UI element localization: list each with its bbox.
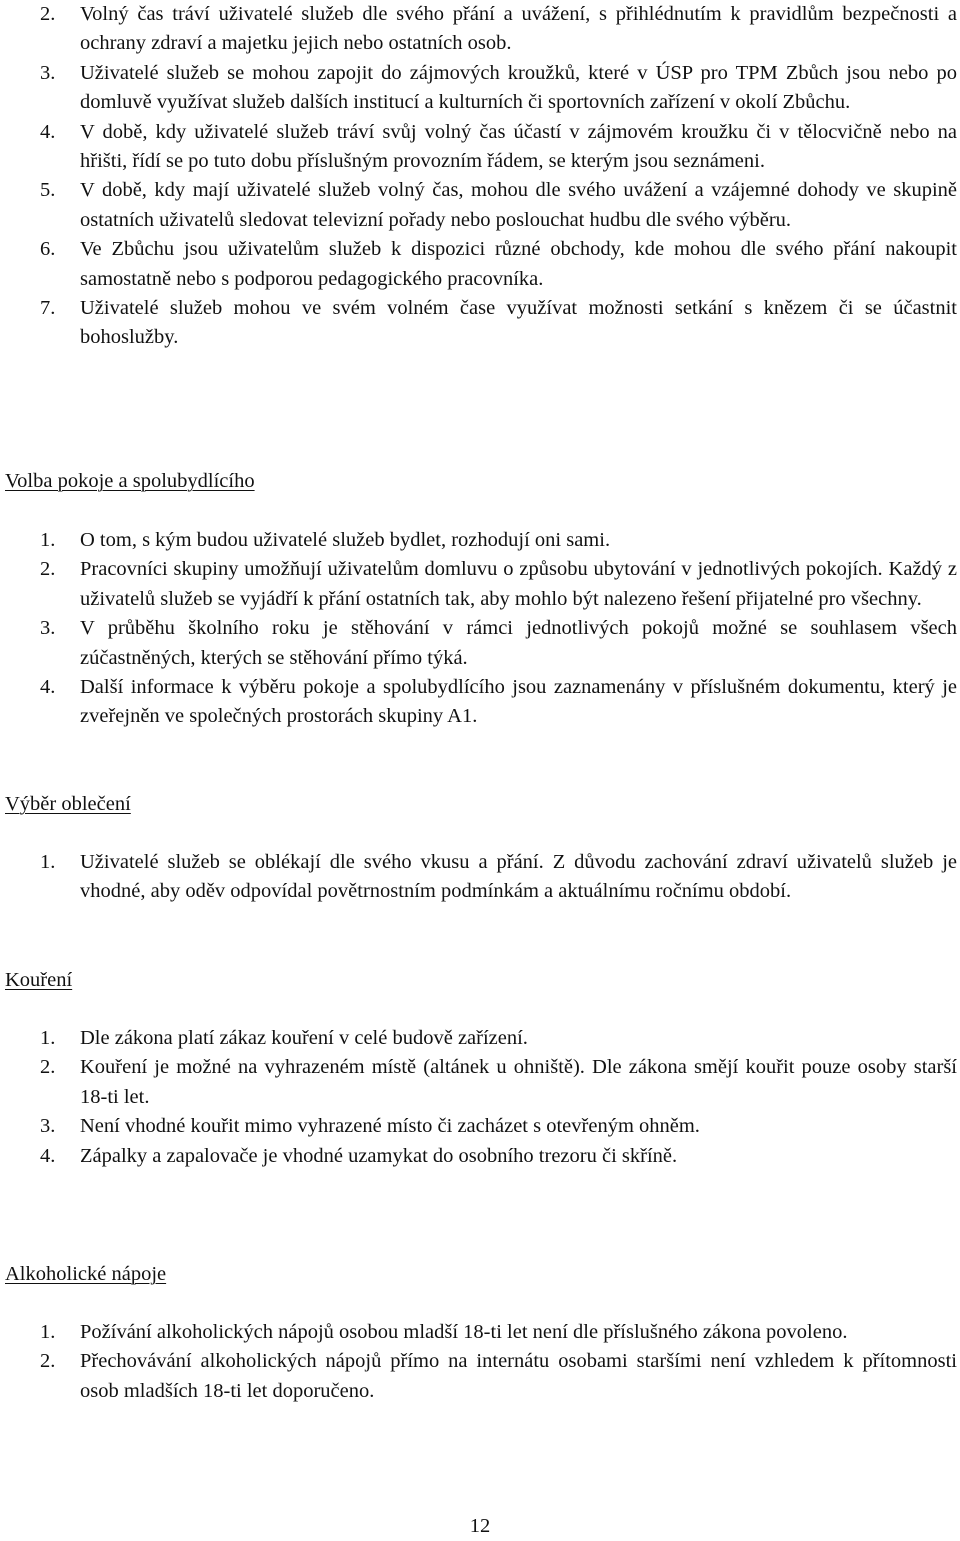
section-heading-clothing: Výběr oblečení — [5, 793, 131, 815]
list-text: V době, kdy uživatelé služeb tráví svůj volný čas účastí v zájmovém kroužku či v tělocvičně nebo na hřišti, řídí se po tuto dobu příslušným provozním řádem, se kterým jsou seznámeni. — [80, 120, 957, 173]
list-item — [5, 673, 957, 732]
list-item — [5, 118, 957, 177]
list-number: 4. — [40, 676, 56, 699]
list-number: 2. — [40, 1350, 56, 1373]
leisure-list — [5, 0, 957, 353]
list-number: 3. — [40, 61, 56, 84]
list-number: 1. — [40, 1027, 56, 1049]
list-item — [5, 1318, 957, 1347]
list-item — [5, 1112, 957, 1141]
list-item — [5, 1142, 957, 1171]
list-text: Požívání alkoholických nápojů osobou mladší 18-ti let není dle příslušného zákona povoleno. — [80, 1321, 848, 1343]
list-text: Uživatelé služeb mohou ve svém volném čase využívat možnosti setkání s knězem či se účastnit bohoslužby. — [80, 297, 957, 349]
list-text: Kouření je možné na vyhrazeném místě (altánek u ohniště). Dle zákona smějí kouřit pouze osoby starší 18-ti let. — [80, 1056, 957, 1108]
list-number: 6. — [40, 238, 56, 261]
section-heading-alcohol: Alkoholické nápoje — [5, 1263, 167, 1285]
list-item — [5, 59, 957, 118]
list-item — [5, 294, 957, 353]
list-text: Dle zákona platí zákaz kouření v celé budově zařízení. — [80, 1027, 528, 1049]
list-text: Přechovávání alkoholických nápojů přímo na internátu osobami staršími není vzhledem k přítomnosti osob mladších 18-ti let doporučeno. — [80, 1350, 957, 1402]
list-number: 2. — [40, 1056, 56, 1079]
list-item — [5, 176, 957, 235]
list-item — [5, 235, 957, 294]
list-text: Není vhodné kouřit mimo vyhrazené místo či zacházet s otevřeným ohněm. — [80, 1115, 700, 1138]
list-item — [5, 1053, 957, 1112]
list-item — [5, 1024, 957, 1053]
list-number: 1. — [40, 1321, 56, 1343]
list-number: 1. — [40, 851, 56, 873]
clothing-list — [5, 848, 957, 907]
list-number: 3. — [40, 1115, 56, 1138]
page-number: 12 — [469, 1515, 491, 1537]
list-item — [5, 848, 957, 907]
list-item — [5, 0, 957, 59]
section-heading-room-choice: Volba pokoje a spolubydlícího — [5, 470, 255, 492]
alcohol-list — [5, 1318, 957, 1406]
list-number: 1. — [40, 529, 56, 551]
list-text: Ve Zbůchu jsou uživatelům služeb k dispozici různé obchody, kde mohou dle svého přání nakoupit samostatně nebo s podporou pedagogického pracovníka. — [80, 238, 957, 290]
section-heading-smoking: Kouření — [5, 969, 73, 991]
list-number: 4. — [40, 1144, 56, 1167]
list-text: V průběhu školního roku je stěhování v rámci jednotlivých pokojů možné se souhlasem všech zúčastněných, kterých se stěhování přímo týká. — [80, 617, 957, 669]
list-text: V době, kdy mají uživatelé služeb volný čas, mohou dle svého uvážení a vzájemné dohody ve skupině ostatních uživatelů sledovat televizní pořady nebo poslouchat hudbu dle svého výběru. — [80, 179, 957, 231]
list-text: Další informace k výběru pokoje a spolubydlícího jsou zaznamenány v příslušném dokumentu, který je zveřejněn ve společných prostorách skupiny A1. — [80, 676, 957, 728]
list-text: Zápalky a zapalovače je vhodné uzamykat do osobního trezoru či skříně. — [80, 1144, 678, 1167]
room-choice-list — [5, 526, 957, 732]
list-number: 4. — [40, 120, 56, 143]
list-number: 7. — [40, 297, 56, 320]
list-number: 5. — [40, 179, 56, 202]
list-item — [5, 614, 957, 673]
list-text: Volný čas tráví uživatelé služeb dle svého přání a uvážení, s přihlédnutím k pravidlům bezpečnosti a ochrany zdraví a majetku jejich nebo ostatních osob. — [80, 3, 957, 55]
list-text: Pracovníci skupiny umožňují uživatelům domluvu o způsobu ubytování v jednotlivých pokojích. Každý z uživatelů služeb se vyjádří k přání ostatních tak, aby mohlo být nalezeno řešení přijatelné pro všechny. — [80, 558, 957, 610]
list-item — [5, 555, 957, 614]
list-number: 2. — [40, 558, 56, 581]
list-number: 3. — [40, 617, 56, 640]
list-item — [5, 526, 957, 555]
list-item — [5, 1347, 957, 1406]
list-text: O tom, s kým budou uživatelé služeb bydlet, rozhodují oni sami. — [80, 529, 611, 551]
list-number: 2. — [40, 3, 56, 25]
list-text: Uživatelé služeb se oblékají dle svého vkusu a přání. Z důvodu zachování zdraví uživatelů služeb je vhodné, aby oděv odpovídal povětrnostním podmínkám a aktuálnímu ročnímu období. — [80, 851, 957, 903]
smoking-list — [5, 1024, 957, 1171]
list-text: Uživatelé služeb se mohou zapojit do zájmových kroužků, které v ÚSP pro TPM Zbůch jsou nebo po domluvě využívat služeb dalších institucí a kulturních či sportovních zařízení v okolí Zbůchu. — [80, 61, 957, 114]
